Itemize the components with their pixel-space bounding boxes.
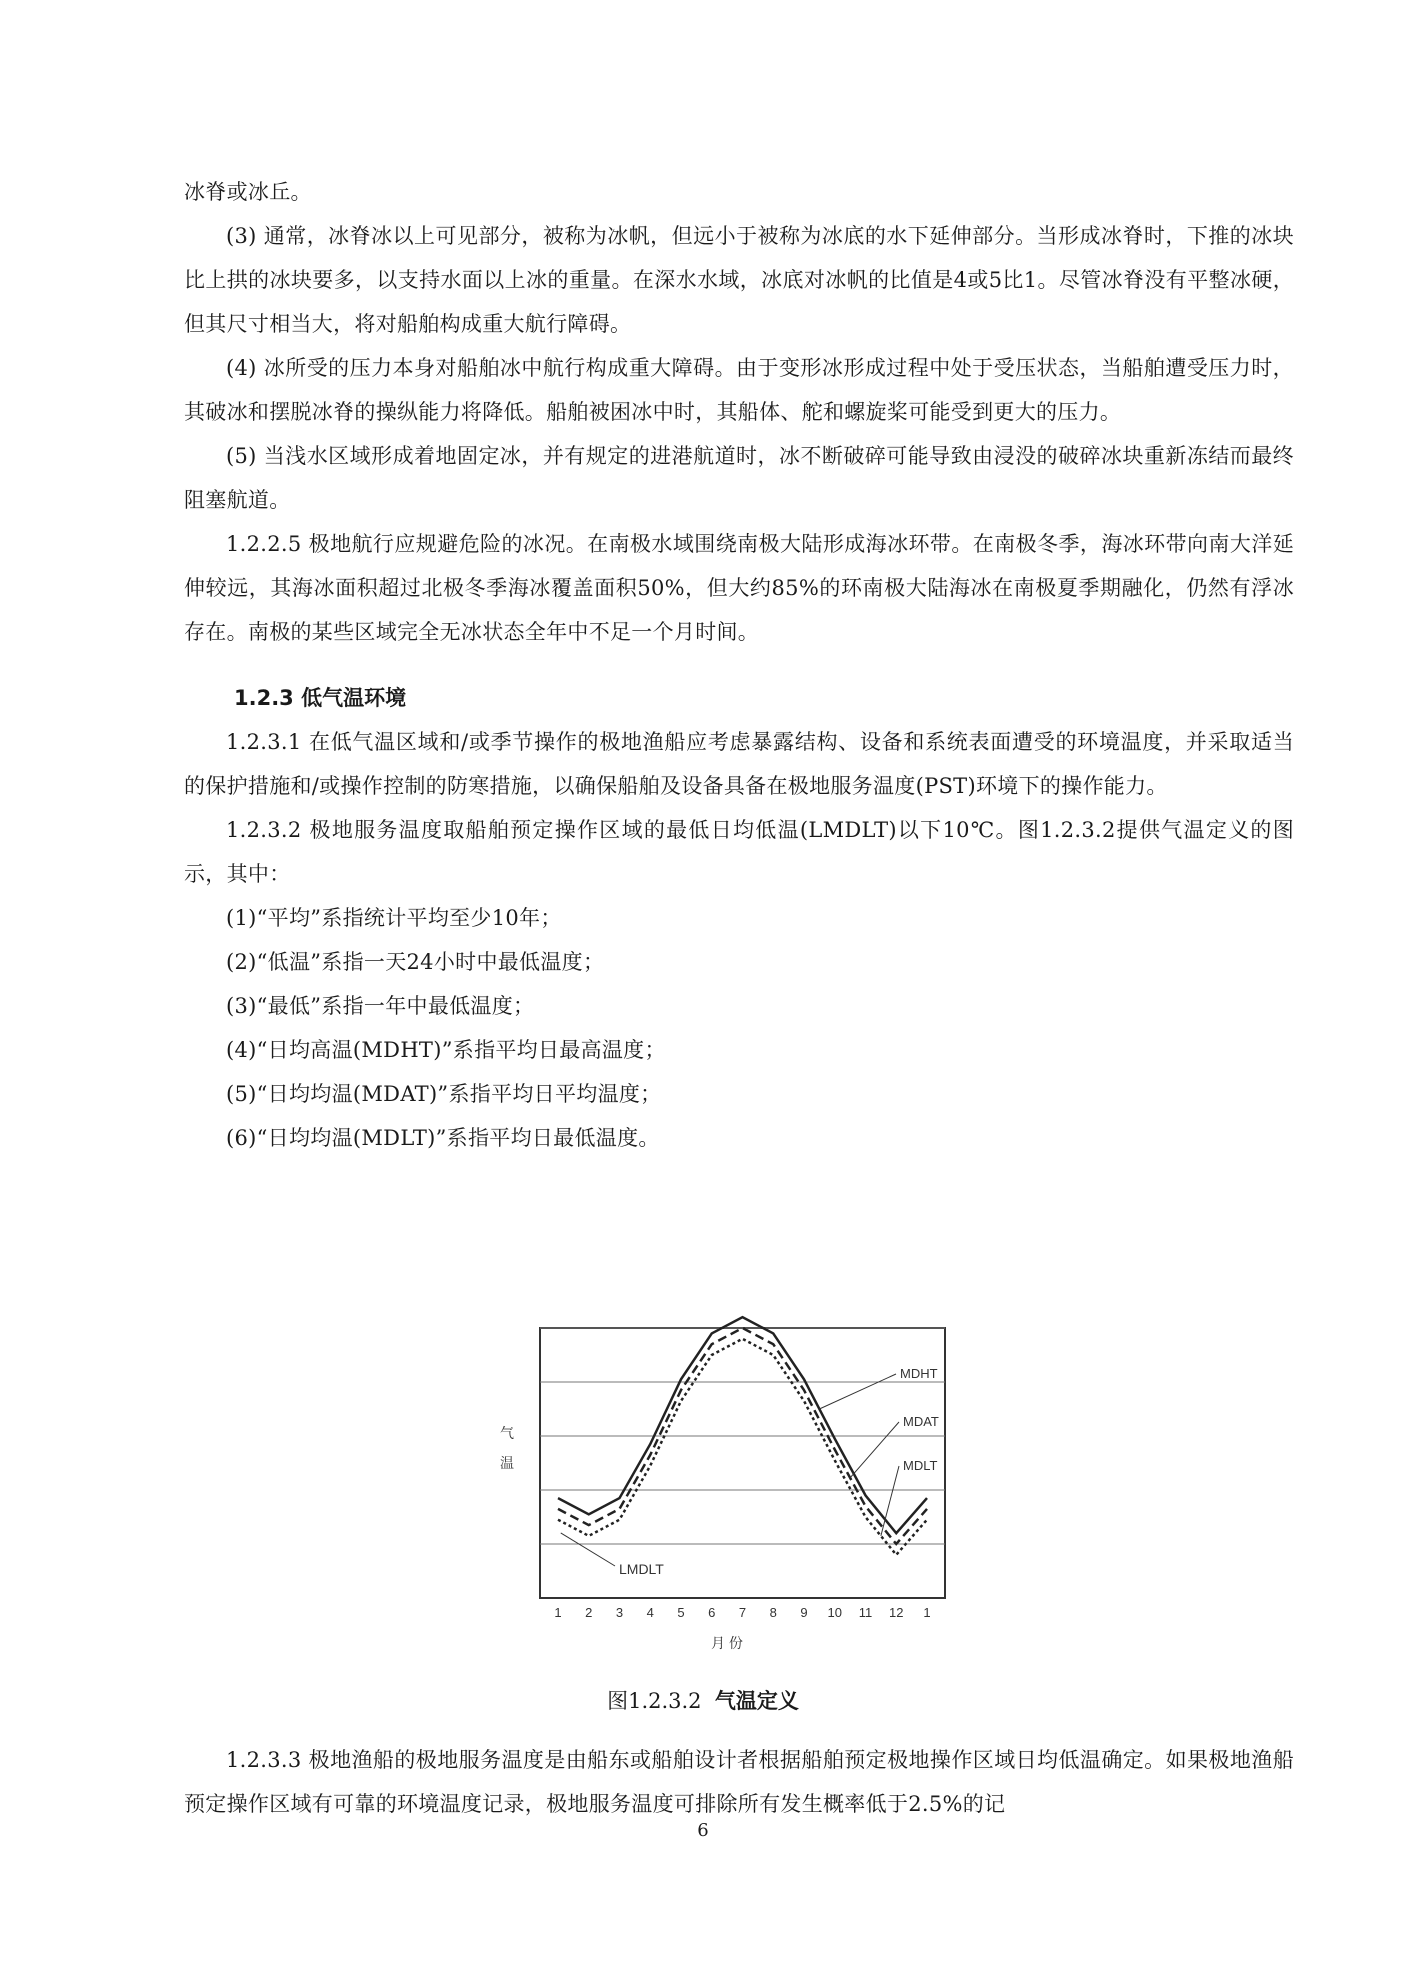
x-tick-label: 1 bbox=[923, 1605, 931, 1620]
x-tick-label: 4 bbox=[646, 1605, 654, 1620]
series-label-mdlt: MDLT bbox=[903, 1458, 938, 1473]
leader-line-lmdlt bbox=[561, 1533, 615, 1566]
x-tick-label: 5 bbox=[677, 1605, 685, 1620]
paragraph-7: 1.2.3.3 极地渔船的极地服务温度是由船东或船舶设计者根据船舶预定极地操作区域日均低温确定。如果极地渔船预定操作区域有可靠的环境温度记录，极地服务温度可排除所有发生概率低于2.5%的记 bbox=[184, 1748, 1294, 1816]
page-number: 6 bbox=[697, 1820, 709, 1841]
x-tick-label: 6 bbox=[708, 1605, 716, 1620]
temperature-figure bbox=[500, 1318, 980, 1663]
series-label-mdht: MDHT bbox=[900, 1366, 938, 1381]
x-tick-label: 11 bbox=[858, 1605, 873, 1620]
body-bottom bbox=[184, 1738, 1294, 1826]
list-item: (1)“平均”系指统计平均至少10年； bbox=[226, 906, 562, 930]
list-item: (6)“日均均温(MDLT)”系指平均日最低温度。 bbox=[226, 1126, 660, 1150]
paragraph-1: (3) 通常，冰脊冰以上可见部分，被称为冰帆，但远小于被称为冰底的水下延伸部分。当形成冰脊时，下推的冰块比上拱的冰块要多，以支持水面以上冰的重量。在深水水域，冰底对冰帆的比值是4或5比1。尽管冰脊没有平整冰硬，但其尺寸相当大，将对船舶构成重大航行障碍。 bbox=[184, 224, 1294, 336]
x-tick-label: 1 bbox=[554, 1605, 562, 1620]
list-item: (2)“低温”系指一天24小时中最低温度； bbox=[226, 950, 605, 974]
x-tick-label: 2 bbox=[585, 1605, 593, 1620]
figure-caption-text: 气温定义 bbox=[714, 1689, 799, 1713]
y-axis-label-1: 气 bbox=[500, 1425, 514, 1441]
list-item: (3)“最低”系指一年中最低温度； bbox=[226, 994, 535, 1018]
leader-line-mdht bbox=[819, 1374, 896, 1409]
x-ticks bbox=[554, 1605, 930, 1620]
temperature-chart bbox=[500, 1318, 980, 1663]
x-tick-label: 12 bbox=[889, 1605, 904, 1620]
body-top bbox=[184, 170, 1294, 1160]
series-label-mdat: MDAT bbox=[903, 1414, 939, 1429]
x-tick-label: 8 bbox=[769, 1605, 777, 1620]
x-axis-label: 月 份 bbox=[711, 1635, 743, 1651]
paragraph-3: (5) 当浅水区域形成着地固定冰，并有规定的进港航道时，冰不断破碎可能导致由浸没的破碎冰块重新冻结而最终阻塞航道。 bbox=[184, 444, 1294, 512]
paragraph-6: 1.2.3.2 极地服务温度取船舶预定操作区域的最低日均低温(LMDLT)以下10℃。图1.2.3.2提供气温定义的图示，其中： bbox=[184, 818, 1294, 886]
grid-lines bbox=[540, 1328, 945, 1544]
list-item: (5)“日均均温(MDAT)”系指平均日平均温度； bbox=[226, 1082, 662, 1106]
paragraph-0: 冰脊或冰丘。 bbox=[184, 180, 312, 204]
figure-caption-number: 图1.2.3.2 bbox=[607, 1689, 702, 1713]
list-item: (4)“日均高温(MDHT)”系指平均日最高温度； bbox=[226, 1038, 666, 1062]
leader-line-mdat bbox=[850, 1422, 899, 1478]
y-axis-label-2: 温 bbox=[500, 1455, 514, 1471]
series-line-mdlt bbox=[558, 1339, 927, 1555]
x-tick-label: 3 bbox=[615, 1605, 624, 1620]
x-tick-label: 10 bbox=[827, 1605, 842, 1620]
annotation-lmdlt: LMDLT bbox=[619, 1561, 664, 1577]
figure-caption bbox=[0, 1686, 1406, 1716]
series-labels bbox=[561, 1366, 939, 1577]
paragraph-4: 1.2.2.5 极地航行应规避危险的冰况。在南极水域围绕南极大陆形成海冰环带。在南极冬季，海冰环带向南大洋延伸较远，其海冰面积超过北极冬季海冰覆盖面积50%，但大约85%的环南极大陆海冰在南极夏季期融化，仍然有浮冰存在。南极的某些区域完全无冰状态全年中不足一个月时间。 bbox=[184, 532, 1294, 644]
series-line-mdht bbox=[558, 1317, 927, 1533]
x-tick-label: 7 bbox=[738, 1605, 747, 1620]
paragraph-2: (4) 冰所受的压力本身对船舶冰中航行构成重大障碍。由于变形冰形成过程中处于受压状态，当船舶遭受压力时，其破冰和摆脱冰脊的操纵能力将降低。船舶被困冰中时，其船体、舵和螺旋桨可能受到更大的压力。 bbox=[184, 356, 1294, 424]
section-heading: 1.2.3 低气温环境 bbox=[234, 686, 407, 710]
paragraph-5: 1.2.3.1 在低气温区域和/或季节操作的极地渔船应考虑暴露结构、设备和系统表面遭受的环境温度，并采取适当的保护措施和/或操作控制的防寒措施，以确保船舶及设备具备在极地服务温度(PST)环境下的操作能力。 bbox=[184, 730, 1294, 798]
x-tick-label: 9 bbox=[800, 1605, 808, 1620]
